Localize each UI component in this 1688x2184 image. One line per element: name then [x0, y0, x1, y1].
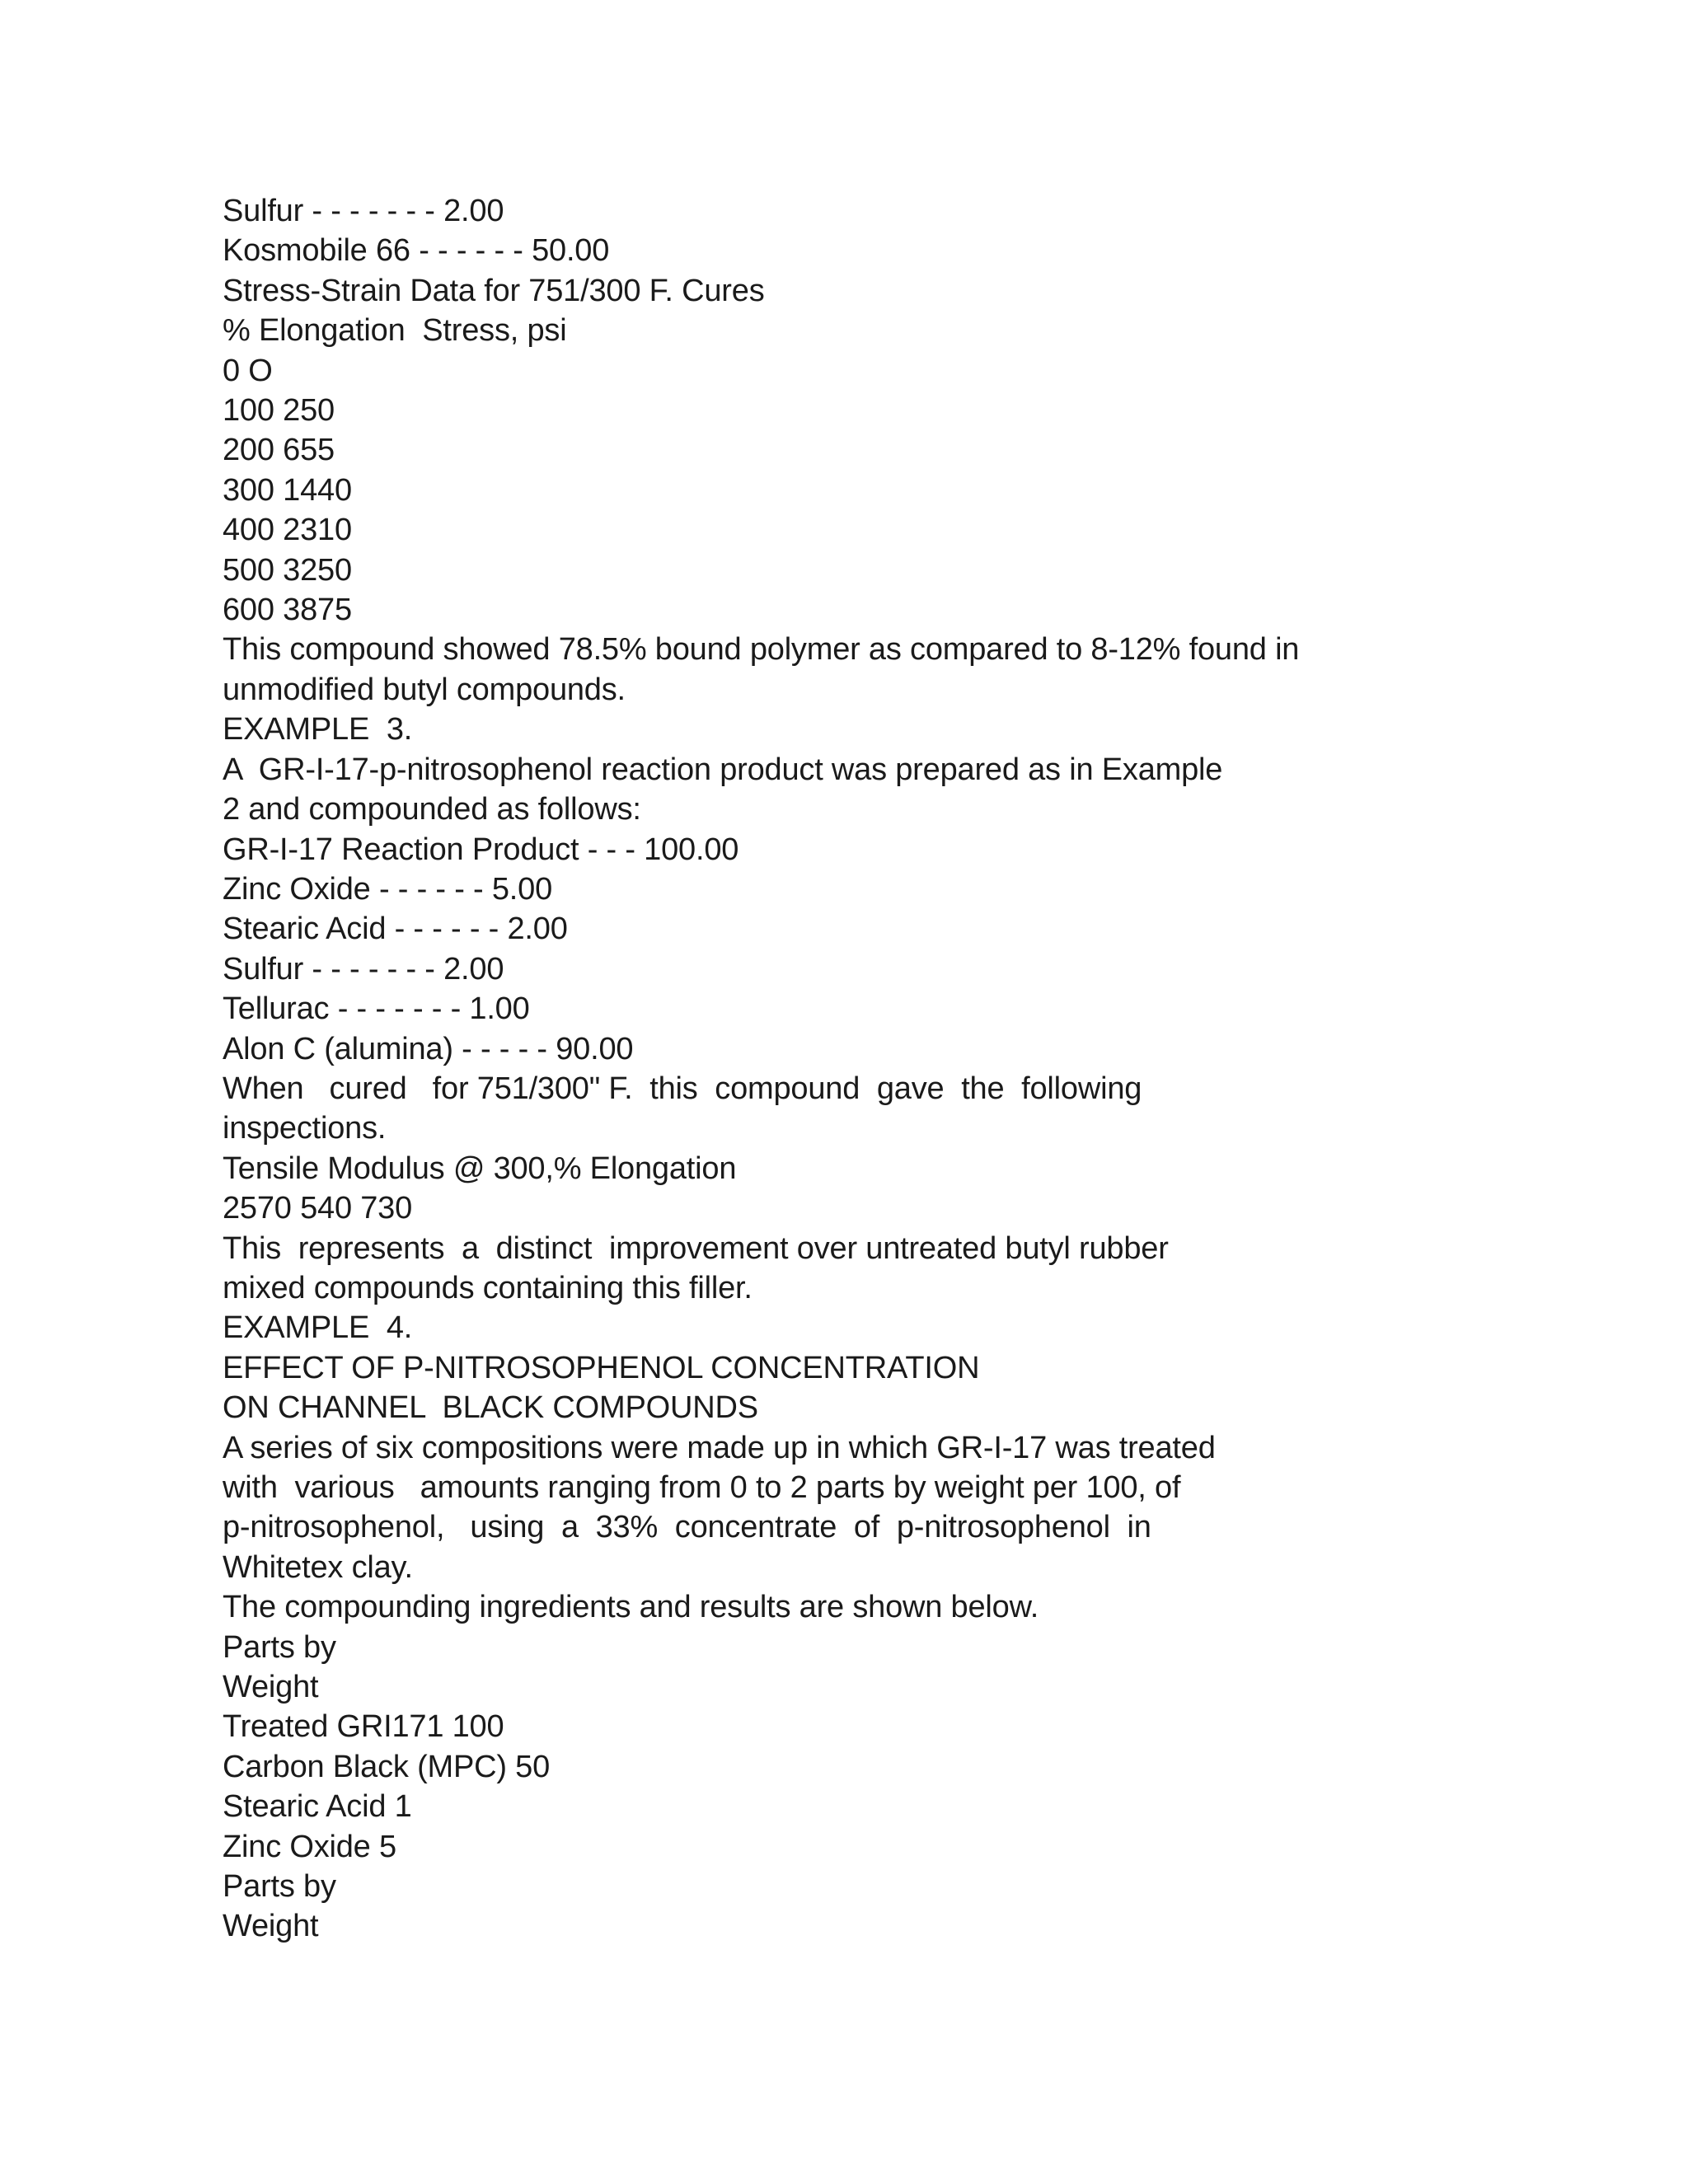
text-line: Parts by [223, 1629, 336, 1665]
text-line: Stearic Acid 1 [223, 1789, 412, 1825]
text-line: Carbon Black (MPC) 50 [223, 1749, 551, 1784]
text-line: p-nitrosophenol, using a 33% concentrate of p-nitrosophenol in [223, 1510, 1151, 1545]
text-line: inspections. [223, 1111, 387, 1146]
text-line: Whitetex clay. [223, 1549, 413, 1585]
text-line: Tensile Modulus @ 300,% Elongation [223, 1151, 737, 1186]
text-line: 400 2310 [223, 513, 352, 548]
text-line: 0 O [223, 353, 273, 388]
text-line: A series of six compositions were made up in which GR-I-17 was treated [223, 1430, 1216, 1465]
text-line: This represents a distinct improvement over untreated butyl rubber [223, 1230, 1169, 1266]
text-line: Weight [223, 1909, 319, 1944]
text-line: This compound showed 78.5% bound polymer as compared to 8-12% found in [223, 632, 1300, 668]
text-line: Parts by [223, 1869, 336, 1905]
text-line: Zinc Oxide 5 [223, 1829, 396, 1864]
text-line: unmodified butyl compounds. [223, 672, 626, 707]
text-line: The compounding ingredients and results are shown below. [223, 1590, 1039, 1625]
text-line: 200 655 [223, 433, 335, 468]
text-line: 2570 540 730 [223, 1191, 413, 1226]
text-line: Zinc Oxide - - - - - - 5.00 [223, 871, 553, 907]
document-body [223, 191, 1376, 1947]
text-line: EXAMPLE 3. [223, 712, 413, 748]
text-line: When cured for 751/300" F. this compound gave the following [223, 1071, 1142, 1106]
text-line: mixed compounds containing this filler. [223, 1270, 753, 1305]
text-line: A GR-I-17-p-nitrosophenol reaction product was prepared as in Example [223, 752, 1223, 787]
text-line: 500 3250 [223, 552, 352, 588]
text-line: Sulfur - - - - - - - 2.00 [223, 951, 504, 987]
text-line: Sulfur - - - - - - - 2.00 [223, 194, 504, 228]
text-line: 300 1440 [223, 472, 352, 508]
text-line: Stearic Acid - - - - - - 2.00 [223, 912, 568, 947]
text-line: 2 and compounded as follows: [223, 792, 641, 827]
text-line: Stress-Strain Data for 751/300 F. Cures [223, 273, 765, 308]
text-line: Weight [223, 1670, 319, 1705]
text-line: Kosmobile 66 - - - - - - 50.00 [223, 233, 610, 269]
text-line: % Elongation Stress, psi [223, 313, 567, 349]
text-line: EXAMPLE 4. [223, 1310, 413, 1346]
text-line: Treated GRI171 100 [223, 1709, 504, 1745]
text-line: 600 3875 [223, 593, 352, 628]
text-line: Tellurac - - - - - - - 1.00 [223, 991, 530, 1027]
text-line: with various amounts ranging from 0 to 2 parts by weight per 100, of [223, 1470, 1181, 1505]
text-line: EFFECT OF P-NITROSOPHENOL CONCENTRATION [223, 1350, 980, 1385]
text-line: ON CHANNEL BLACK COMPOUNDS [223, 1390, 758, 1426]
text-line: 100 250 [223, 393, 335, 429]
text-line: Alon C (alumina) - - - - - 90.00 [223, 1031, 634, 1066]
text-line: GR-I-17 Reaction Product - - - 100.00 [223, 832, 739, 867]
